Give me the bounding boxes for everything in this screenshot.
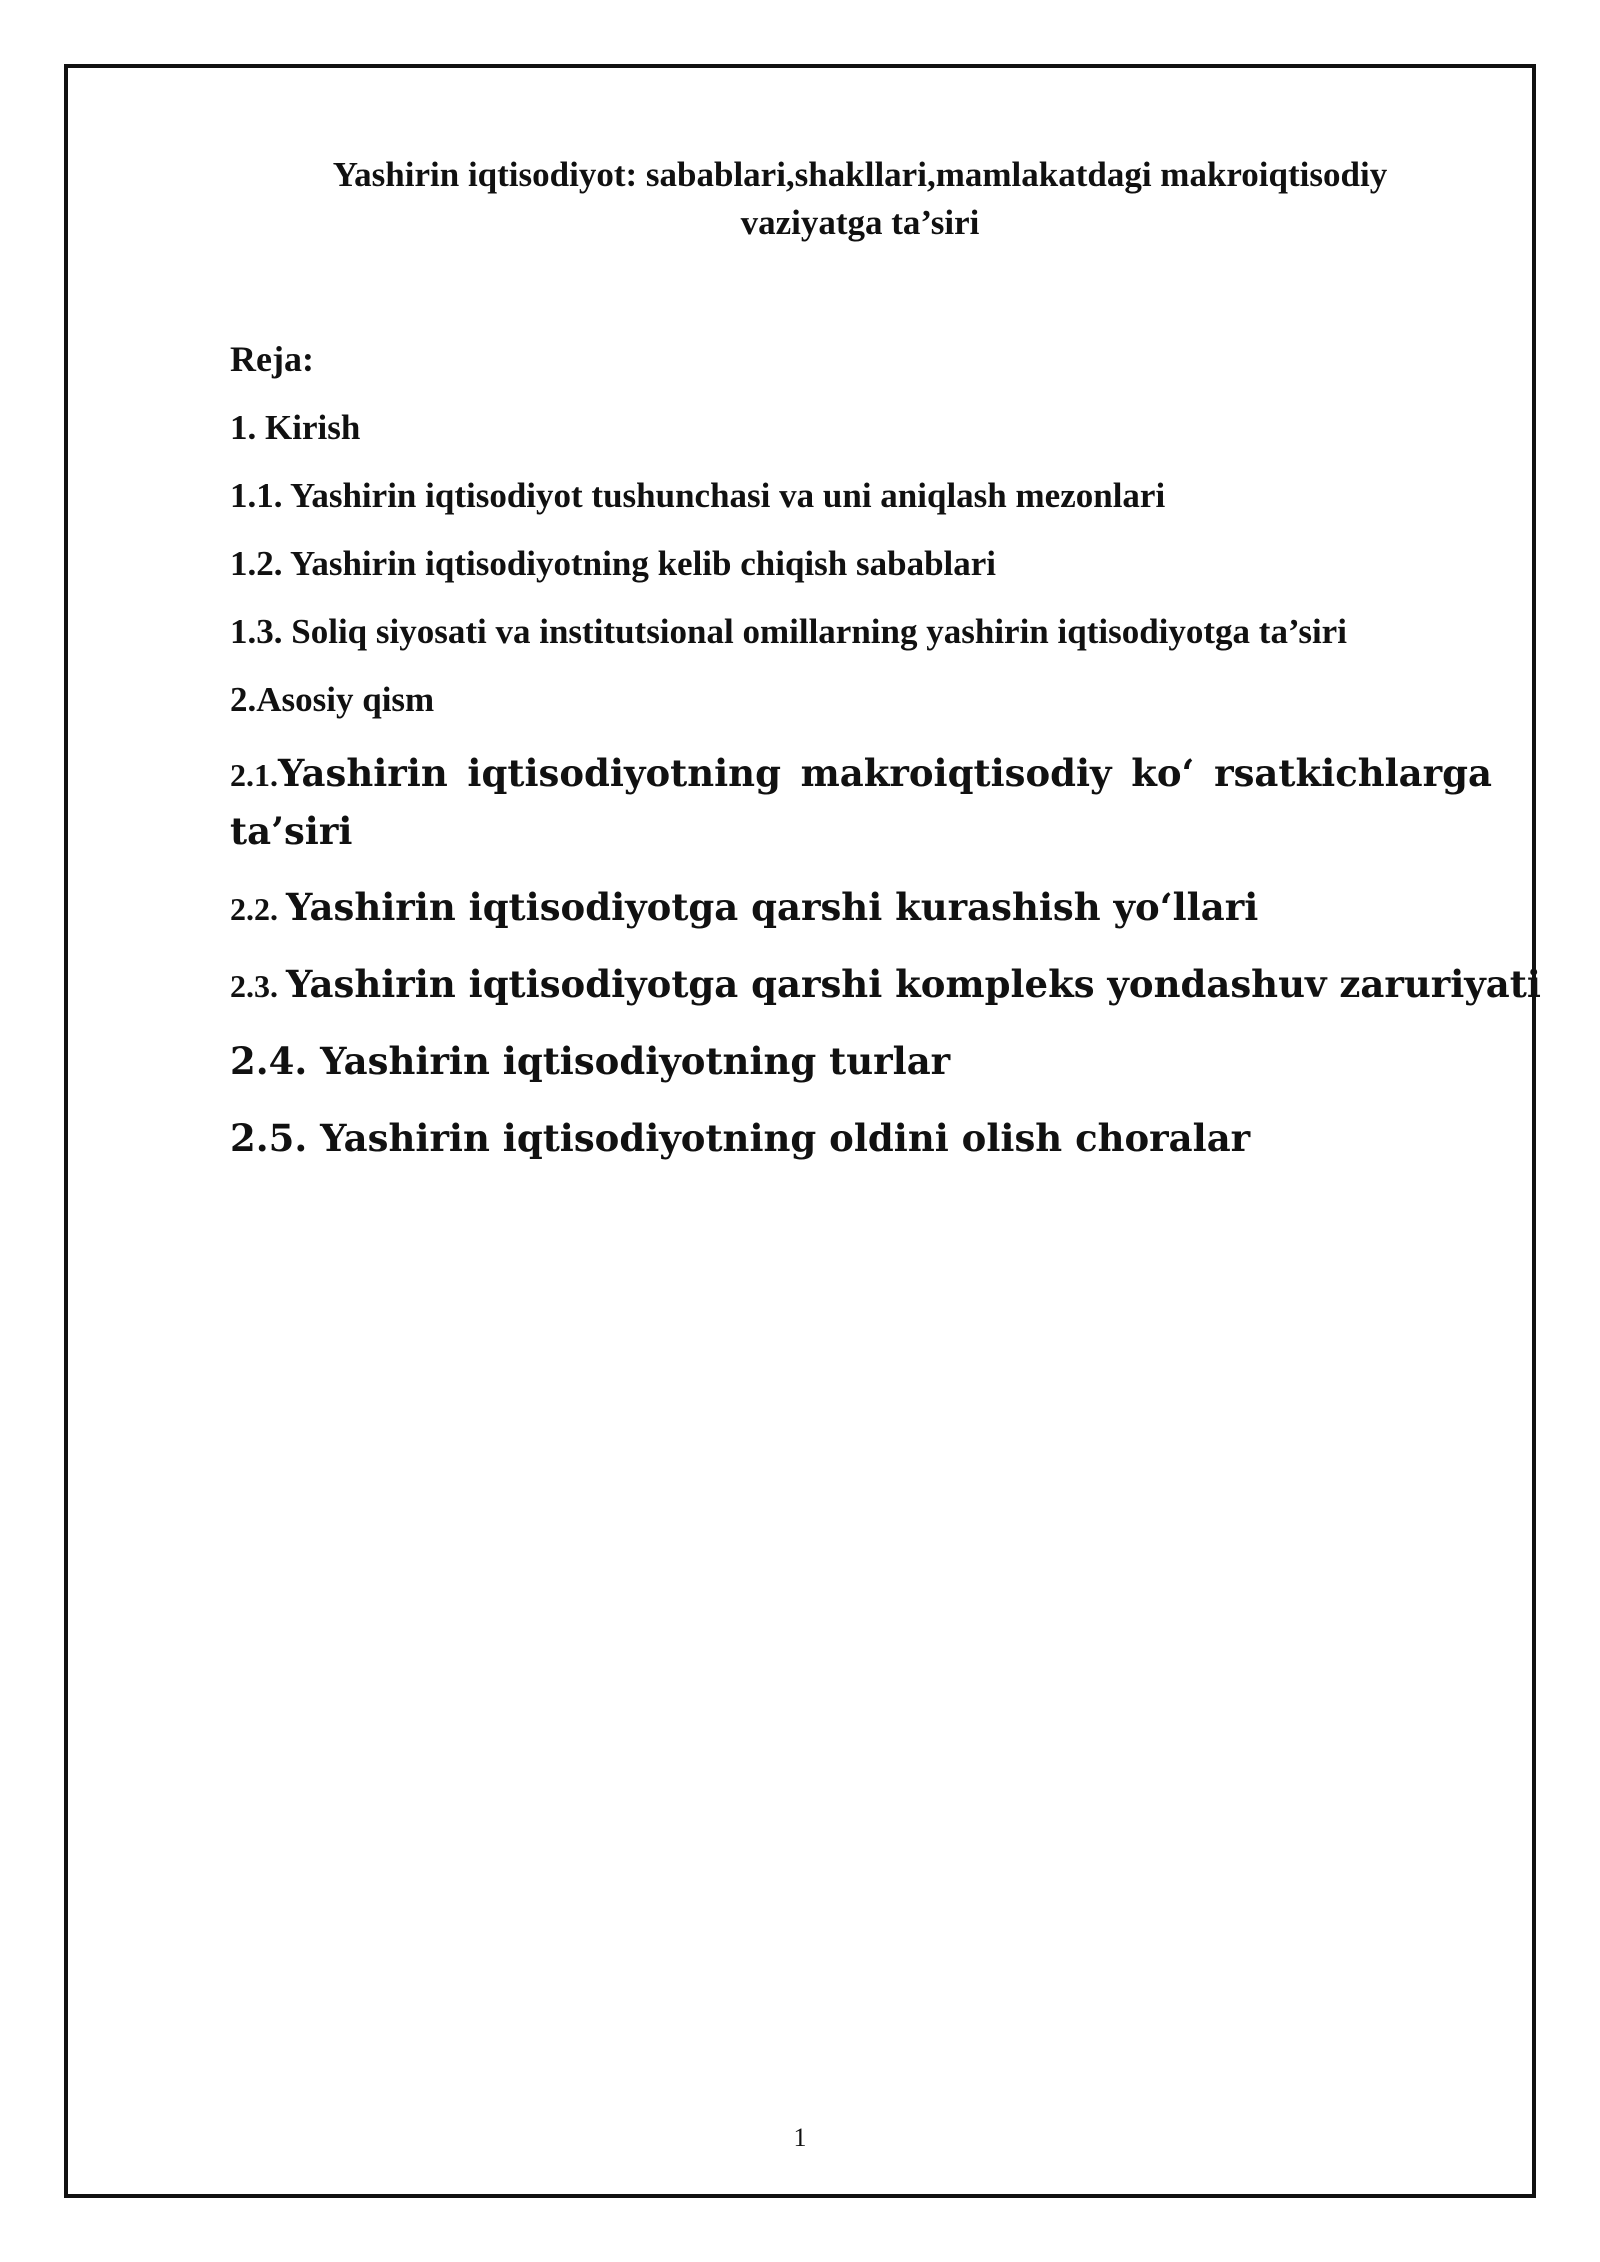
toc-item-asosiy-qism bbox=[230, 676, 434, 724]
toc-text: Soliq siyosati va institutsional omillarning yashirin iqtisodiyotga ta’siri bbox=[291, 612, 1347, 651]
toc-number: 2.4. bbox=[230, 1039, 321, 1083]
toc-number: 1. bbox=[230, 408, 265, 447]
toc-number: 2.3. bbox=[230, 968, 286, 1004]
toc-number: 1.2. bbox=[230, 544, 290, 583]
toc-item-kirish bbox=[230, 404, 360, 452]
toc-number: 2.5. bbox=[230, 1116, 321, 1160]
title-line-2: vaziyatga ta’siri bbox=[740, 203, 980, 242]
toc-item-1-3 bbox=[230, 608, 1347, 656]
title-line-1: Yashirin iqtisodiyot: sabablari,shakllari,mamlakatdagi makroiqtisodiy bbox=[332, 155, 1388, 194]
toc-item-1-2 bbox=[230, 540, 996, 588]
toc-item-1-1 bbox=[230, 472, 1165, 520]
toc-text: Yashirin iqtisodiyotning oldini olish choralar bbox=[320, 1116, 1251, 1160]
plan-heading: Reja: bbox=[230, 339, 314, 379]
toc-text: Kirish bbox=[265, 408, 361, 447]
toc-number: 1.3. bbox=[230, 612, 292, 651]
document-title bbox=[230, 151, 1490, 247]
toc-text: Yashirin iqtisodiyotning kelib chiqish sabablari bbox=[289, 544, 997, 583]
toc-text: Asosiy qism bbox=[256, 680, 435, 719]
toc-item-2-4 bbox=[230, 1033, 950, 1089]
toc-number: 2. bbox=[230, 680, 257, 719]
page-number: 1 bbox=[793, 2123, 807, 2152]
toc-number: 2.2. bbox=[230, 891, 286, 927]
toc-item-2-2 bbox=[230, 879, 1258, 937]
toc-text: Yashirin iqtisodiyot tushunchasi va uni aniqlash mezonlari bbox=[289, 476, 1166, 515]
toc-text: Yashirin iqtisodiyotga qarshi kompleks yondashuv zaruriyati bbox=[286, 962, 1541, 1006]
toc-text: Yashirin iqtisodiyotning turlar bbox=[320, 1039, 951, 1083]
toc-number: 2.1. bbox=[230, 757, 278, 793]
toc-item-2-1 bbox=[230, 745, 1492, 859]
toc-item-2-3 bbox=[230, 956, 1541, 1014]
toc-text: Yashirin iqtisodiyotga qarshi kurashish yo‘llari bbox=[286, 885, 1259, 929]
toc-text: Yashirin iqtisodiyotning makroiqtisodiy ko‘ rsatkichlarga ta’siri bbox=[230, 751, 1492, 853]
toc-item-2-5 bbox=[230, 1110, 1250, 1166]
toc-number: 1.1. bbox=[230, 476, 290, 515]
